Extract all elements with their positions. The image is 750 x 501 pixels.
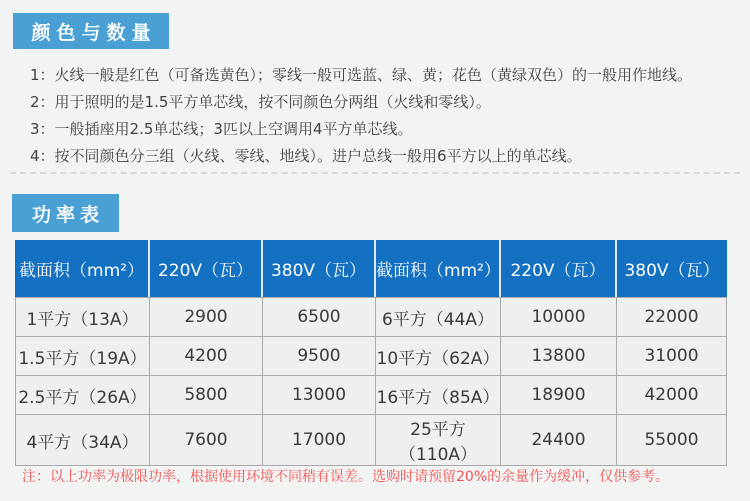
table-cell: 13800 [501, 337, 617, 376]
table-cell: 10000 [501, 297, 617, 337]
table-cell: 42000 [617, 376, 727, 415]
table-cell: 1.5平方（19A） [15, 337, 150, 376]
table-cell: 5800 [150, 376, 263, 415]
column-header-380v-2: 380V（瓦） [617, 240, 727, 297]
table-cell: 4200 [150, 337, 263, 376]
table-cell: 25平方（110A） [376, 415, 501, 466]
table-cell: 4平方（34A） [15, 415, 150, 466]
table-cell: 2900 [150, 297, 263, 337]
color-note-2: 2：用于照明的是1.5平方单芯线，按不同颜色分两组（火线和零线）。 [30, 93, 491, 111]
table-cell: 55000 [617, 415, 727, 466]
table-cell: 31000 [617, 337, 727, 376]
table-cell: 6500 [263, 297, 376, 337]
table-row [15, 297, 727, 337]
table-header-row [15, 240, 727, 297]
table-cell: 16平方（85A） [376, 376, 501, 415]
dashed-divider [10, 172, 740, 174]
power-table-footnote: 注：以上功率为极限功率，根据使用环境不同稍有误差。选购时请预留20%的余量作为缓冲，仅供参考。 [22, 469, 670, 485]
power-table [15, 240, 727, 466]
table-row [15, 376, 727, 415]
table-cell: 17000 [263, 415, 376, 466]
table-cell: 18900 [501, 376, 617, 415]
table-cell: 6平方（44A） [376, 297, 501, 337]
table-cell: 22000 [617, 297, 727, 337]
table-row [15, 415, 727, 466]
column-header-section-area-2: 截面积（mm²） [376, 240, 501, 297]
table-cell: 2.5平方（26A） [15, 376, 150, 415]
color-quantity-notes [30, 62, 736, 170]
table-cell: 24400 [501, 415, 617, 466]
color-note-1: 1：火线一般是红色（可备选黄色）；零线一般可选蓝、绿、黄；花色（黄绿双色）的一般用作地线。 [30, 66, 693, 84]
column-header-220v-1: 220V（瓦） [150, 240, 263, 297]
color-note-4: 4：按不同颜色分三组（火线、零线、地线）。进户总线一般用6平方以上的单芯线。 [30, 147, 582, 165]
column-header-220v-2: 220V（瓦） [501, 240, 617, 297]
column-header-section-area-1: 截面积（mm²） [15, 240, 150, 297]
table-cell: 7600 [150, 415, 263, 466]
table-cell: 13000 [263, 376, 376, 415]
table-row [15, 337, 727, 376]
table-cell: 1平方（13A） [15, 297, 150, 337]
color-note-3: 3：一般插座用2.5单芯线；3匹以上空调用4平方单芯线。 [30, 120, 413, 138]
table-cell: 9500 [263, 337, 376, 376]
table-cell: 10平方（62A） [376, 337, 501, 376]
section-title-power-table: 功率表 [12, 194, 119, 232]
column-header-380v-1: 380V（瓦） [263, 240, 376, 297]
section-title-colors-quantity: 颜色与数量 [13, 13, 169, 49]
